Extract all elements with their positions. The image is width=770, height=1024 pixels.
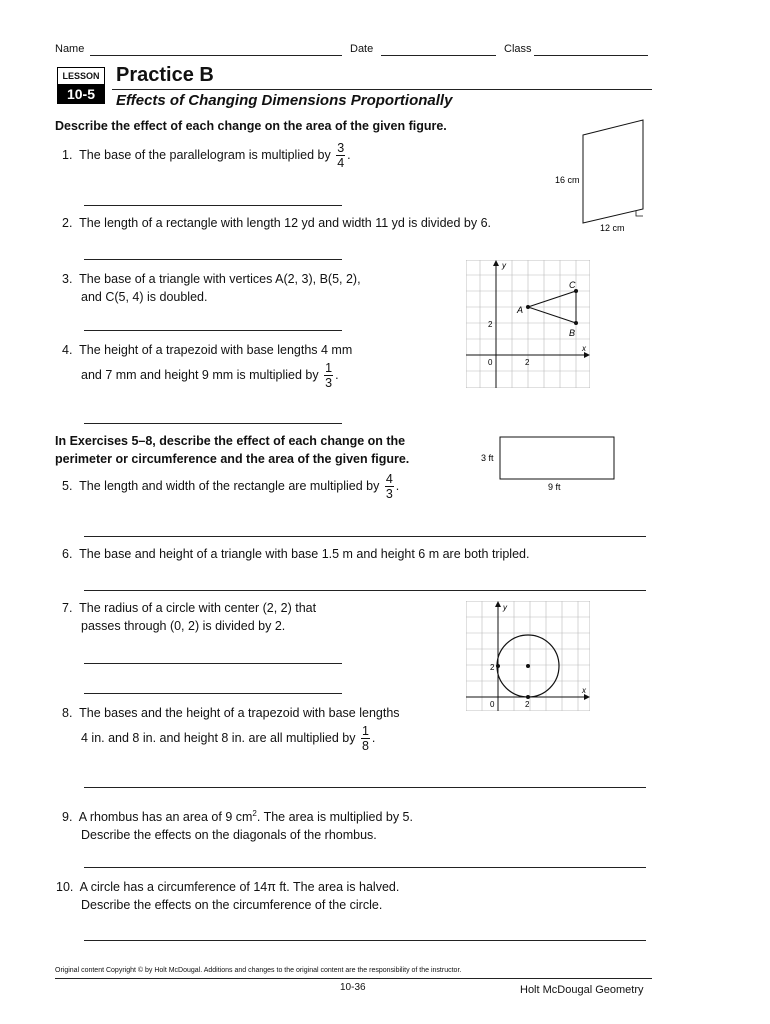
question-9: 9. A rhombus has an area of 9 $cm^2$. The area is multiplied by 5. Describe the effects on the diagonals of the rhombus. — [62, 809, 413, 843]
parallelogram-base-label: 12 cm — [600, 223, 625, 233]
svg-text:0: 0 — [488, 358, 493, 367]
name-label: Name — [55, 43, 85, 55]
question-10: 10. A circle has a circumference of 14π ft. The area is halved. Describe the effects on the circumference of the circle. — [56, 880, 400, 912]
q1-fraction: $\frac{3}{4}$ — [337, 141, 345, 170]
rectangle-figure — [478, 432, 620, 492]
title-rule — [112, 89, 652, 90]
answer-line-10[interactable] — [84, 940, 646, 941]
svg-text:2: 2 — [525, 700, 530, 709]
q8-fraction: $\frac{1}{8}$ — [361, 724, 369, 753]
question-6: 6. The base and height of a triangle with base 1.5 m and height 6 m are both tripled. — [62, 547, 530, 561]
circle-graph — [466, 601, 590, 711]
answer-line-4[interactable] — [84, 423, 342, 424]
answer-line-1[interactable] — [84, 205, 342, 206]
parallelogram-figure — [550, 115, 650, 235]
question-4: 4. The height of a trapezoid with base lengths 4 mm — [62, 343, 353, 357]
name-blank[interactable] — [90, 55, 342, 56]
class-label: Class — [504, 43, 532, 55]
question-2: 2. The length of a rectangle with length 12 yd and width 11 yd is divided by 6. — [62, 216, 492, 230]
class-blank[interactable] — [534, 55, 648, 56]
answer-line-7b[interactable] — [84, 693, 342, 694]
date-label: Date — [350, 43, 374, 55]
svg-text:y: y — [503, 603, 507, 612]
question-1: 1. The base of the parallelogram is multiplied by $\frac{3}{4}$ . — [62, 141, 351, 170]
question-8-line2: 4 in. and 8 in. and height 8 in. are all multiplied by $\frac{1}{8}$ . — [81, 724, 376, 753]
vertex-c-label: C — [569, 280, 576, 290]
rectangle-length-label: 9 ft — [548, 482, 561, 492]
q4-fraction: $\frac{1}{3}$ — [325, 361, 333, 390]
section2-instruction: In Exercises 5–8, describe the effect of each change on the perimeter or circumference and the area of the given figure. — [55, 434, 410, 466]
page-title: Practice B — [116, 64, 214, 86]
footer-rule — [55, 978, 652, 979]
lesson-number: 10-5 — [57, 84, 105, 104]
lesson-badge-label: LESSON — [57, 67, 105, 86]
svg-text:2: 2 — [488, 320, 493, 329]
page-subtitle: Effects of Changing Dimensions Proportionally — [116, 92, 453, 109]
svg-text:y: y — [502, 261, 506, 270]
date-blank[interactable] — [381, 55, 496, 56]
question-5: 5. The length and width of the rectangle are multiplied by $\frac{4}{3}$ . — [62, 472, 400, 501]
vertex-a-label: A — [517, 305, 524, 315]
question-3: 3. The base of a triangle with vertices A(2, 3), B(5, 2), and C(5, 4) is doubled. — [62, 272, 361, 304]
answer-line-3[interactable] — [84, 330, 342, 331]
question-8: 8. The bases and the height of a trapezoid with base lengths — [62, 706, 400, 720]
question-4-line2: and 7 mm and height 9 mm is multiplied by $\frac{1}{3}$ . — [81, 361, 339, 390]
parallelogram-height-label: 16 cm — [555, 175, 580, 185]
book-title: Holt McDougal Geometry — [520, 984, 644, 996]
answer-line-8[interactable] — [84, 787, 646, 788]
q5-fraction: $\frac{4}{3}$ — [385, 472, 393, 501]
answer-line-6[interactable] — [84, 590, 646, 591]
svg-text:0: 0 — [490, 700, 495, 709]
svg-text:x: x — [582, 686, 586, 695]
svg-text:2: 2 — [490, 663, 495, 672]
answer-line-5[interactable] — [84, 536, 646, 537]
answer-line-7a[interactable] — [84, 663, 342, 664]
answer-line-2[interactable] — [84, 259, 342, 260]
svg-text:2: 2 — [525, 358, 530, 367]
rectangle-width-label: 3 ft — [481, 453, 494, 463]
vertex-b-label: B — [569, 328, 576, 338]
svg-text:x: x — [582, 344, 586, 353]
answer-line-9[interactable] — [84, 867, 646, 868]
question-7: 7. The radius of a circle with center (2, 2) that passes through (0, 2) is divided by 2. — [62, 601, 317, 633]
page-number: 10-36 — [340, 982, 366, 993]
section1-instruction: Describe the effect of each change on the area of the given figure. — [55, 119, 447, 133]
copyright-notice: Original content Copyright © by Holt McDougal. Additions and changes to the original content are the responsibility of the instructor. — [55, 967, 462, 974]
triangle-graph — [466, 260, 590, 388]
